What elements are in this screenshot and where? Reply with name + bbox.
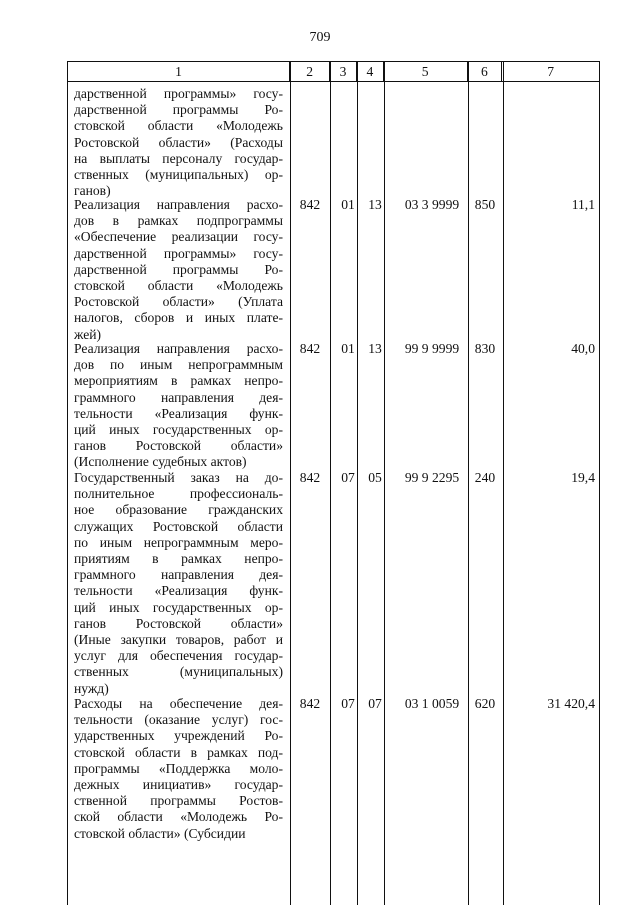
subsection-code-cell: 13 (368, 341, 382, 356)
description-line: стовской области «Молодежь (74, 278, 283, 294)
description-line: (Иные закупки товаров, работ и (74, 632, 283, 648)
description-line: дарственной программы» госу- (74, 86, 283, 101)
description-line: стовской области» (Субсидии (74, 825, 246, 841)
ministry-code-cell: 842 (299, 341, 321, 356)
description-line: Реализация направления расхо- (74, 197, 283, 212)
description-line: граммного направления дея- (74, 389, 283, 405)
amount-cell: 31 420,4 (547, 696, 595, 711)
section-code-cell: 07 (341, 696, 355, 711)
column-header-6: 6 (468, 62, 503, 81)
row-description (74, 470, 283, 697)
column-divider (468, 61, 469, 905)
column-divider (503, 61, 504, 905)
description-line: тельности (оказание услуг) гос- (74, 712, 283, 728)
row-description (74, 197, 283, 343)
description-line: граммного направления дея- (74, 567, 283, 583)
description-line: ций иных государственных ор- (74, 599, 283, 615)
description-line: дарственной программы Ро- (74, 102, 283, 118)
description-line: тельности «Реализация функ- (74, 583, 283, 599)
description-line: полнительное профессиональ- (74, 486, 283, 502)
description-line: ганов Ростовской области» (74, 615, 283, 631)
column-header-7: 7 (547, 64, 555, 79)
description-line: ской области «Молодежь Ро- (74, 809, 283, 825)
column-divider (384, 61, 385, 905)
description-line: Реализация направления расхо- (74, 341, 283, 356)
column-header-1: 1 (68, 62, 290, 81)
description-line: услуг для обеспечения государ- (74, 648, 283, 664)
expense-type-cell: 240 (474, 470, 496, 485)
target-article-cell: 99 9 9999 (404, 341, 460, 356)
column-divider (67, 61, 68, 905)
section-code-cell: 07 (341, 470, 355, 485)
description-line: Ростовской области» (Уплата (74, 294, 283, 310)
column-header-2: 2 (290, 62, 330, 81)
row-description (74, 696, 283, 842)
section-code-cell: 01 (341, 197, 355, 212)
subsection-code-cell: 07 (368, 696, 382, 711)
column-header-4: 4 (357, 62, 384, 81)
row-description (74, 341, 283, 471)
amount-cell: 11,1 (571, 197, 595, 212)
description-line: жей) (74, 326, 102, 342)
subsection-code-cell: 05 (368, 470, 382, 485)
description-line: Государственный заказ на до- (74, 470, 283, 485)
target-article-cell: 99 9 2295 (404, 470, 460, 485)
description-line: приятиям в рамках непро- (74, 551, 283, 567)
page-number: 709 (309, 30, 331, 45)
description-line: ций иных государственных ор- (74, 422, 283, 438)
target-article-cell: 03 1 0059 (404, 696, 460, 711)
description-line: на выплаты персоналу государ- (74, 150, 283, 166)
description-line: (Исполнение судебных актов) (74, 454, 247, 470)
description-line: тельности «Реализация функ- (74, 405, 283, 421)
description-line: служащих Ростовской области (74, 518, 283, 534)
section-code-cell: 01 (341, 341, 355, 356)
column-header-3: 3 (330, 62, 357, 81)
column-divider (599, 61, 600, 905)
column-divider (357, 61, 358, 905)
table-header (67, 61, 600, 82)
description-line: по иным непрограммным меро- (74, 534, 283, 550)
column-divider (330, 61, 331, 905)
description-line: налогов, сборов и иных плате- (74, 310, 283, 326)
description-line: ственной программы Ростов- (74, 793, 283, 809)
description-line: ударственных учреждений Ро- (74, 728, 283, 744)
target-article-cell: 03 3 9999 (404, 197, 460, 212)
description-line: дарственной программы Ро- (74, 261, 283, 277)
description-line: стовской области в рамках под- (74, 744, 283, 760)
description-line: ственных (муниципальных) (74, 664, 283, 680)
description-line: ганов Ростовской области» (74, 438, 283, 454)
ministry-code-cell: 842 (299, 696, 321, 711)
ministry-code-cell: 842 (299, 470, 321, 485)
ministry-code-cell: 842 (299, 197, 321, 212)
description-line: дов в рамках подпрограммы (74, 213, 283, 229)
description-line: нужд) (74, 680, 109, 696)
expense-type-cell: 620 (474, 696, 496, 711)
description-line: дарственной программы» госу- (74, 245, 283, 261)
description-line: программы «Поддержка моло- (74, 760, 283, 776)
amount-cell: 40,0 (571, 341, 595, 356)
description-line: дов по иным непрограммным (74, 357, 283, 373)
description-line: Ростовской области» (Расходы (74, 134, 283, 150)
description-line: ственных (муниципальных) ор- (74, 167, 283, 183)
description-line: «Обеспечение реализации госу- (74, 229, 283, 245)
description-line: ганов) (74, 183, 111, 199)
expense-type-cell: 830 (474, 341, 496, 356)
description-line: стовской области «Молодежь (74, 118, 283, 134)
column-divider (290, 61, 291, 905)
description-line: мероприятиям в рамках непро- (74, 373, 283, 389)
expense-type-cell: 850 (474, 197, 496, 212)
description-line: Расходы на обеспечение дея- (74, 696, 283, 711)
subsection-code-cell: 13 (368, 197, 382, 212)
column-header-5: 5 (384, 62, 468, 81)
description-line: ное образование гражданских (74, 502, 283, 518)
amount-cell: 19,4 (571, 470, 595, 485)
row-description (74, 86, 283, 199)
description-line: дежных инициатив» государ- (74, 777, 283, 793)
